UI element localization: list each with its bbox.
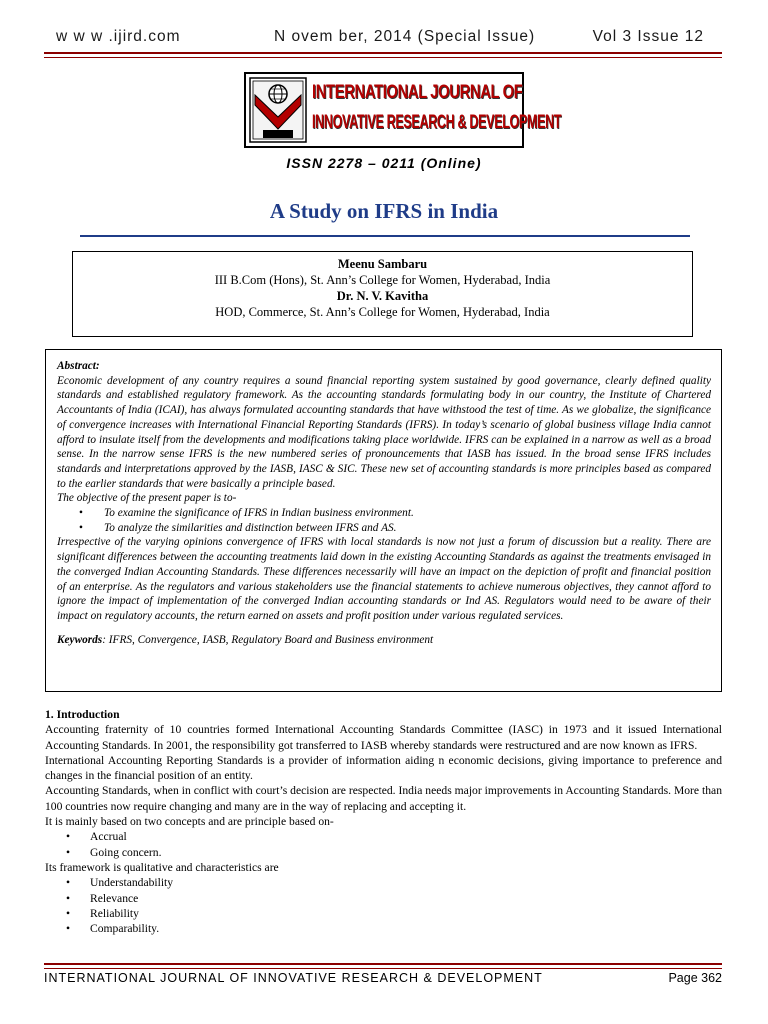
header-date: N ovem ber, 2014 (Special Issue): [274, 28, 536, 45]
list-item: • To examine the significance of IFRS in Indian business environment.: [57, 506, 711, 521]
header-website: w w w .ijird.com: [56, 28, 181, 45]
issn: ISSN 2278 – 0211 (Online): [286, 155, 482, 171]
section-heading: 1. Introduction: [45, 708, 120, 721]
running-header: [44, 28, 722, 50]
keywords: [57, 633, 711, 648]
list-item: • Reliability: [45, 906, 722, 921]
abstract-heading: Abstract:: [57, 360, 100, 372]
characteristics-list: [45, 875, 722, 936]
abstract-paragraph: Irrespective of the varying opinions convergence of IFRS with local standards is now not just a forum of discussion but a reality. There are significant differences between the accounting treatments laid down in the existing Accounting Standards as against the treatments envisaged in the converged Indian Accounting Standards. These differences necessarily will have an impact on the depiction of profit and financial position of an enterprise. As the regulators and various stakeholders use the financial statements to achieve numerous objectives, they cannot afford to ignore the impact of implementation of the converged Indian accounting standards or Ind AS. Regulators would need to be aware of their impact on regulatory accounts, the return earned on assets and profit position under various regulated services.: [57, 536, 711, 622]
logo-line-1: INTERNATIONAL JOURNAL OF: [312, 82, 523, 103]
body-paragraph: Accounting fraternity of 10 countries formed International Accounting Standards Committee (IASC) in 1973 and it issued International Accounting Standards. In 2001, the responsibility got transferred to IASB whereby standards were restructured and are now known as IFRS.: [45, 723, 722, 752]
authors-box: [72, 251, 693, 337]
paper-title: A Study on IFRS in India: [269, 199, 499, 223]
keywords-label: Keywords: [57, 633, 103, 646]
body-paragraph: Accounting Standards, when in conflict with court’s decision are respected. India needs major improvements in Accounting Standards. More than 100 countries now require changing and many are in the way of replacing and accepting it.: [45, 784, 722, 813]
list-item: • Going concern.: [45, 845, 722, 860]
body-text: [45, 707, 722, 936]
logo-line-2: INNOVATIVE RESEARCH & DEVELOPMENT: [312, 112, 562, 133]
list-item: • Understandability: [45, 875, 722, 890]
header-rule: [44, 52, 722, 58]
list-item: • Relevance: [45, 891, 722, 906]
abstract-objective-intro: The objective of the present paper is to-: [57, 492, 237, 505]
title-rule: [80, 235, 690, 237]
running-footer: [44, 971, 722, 989]
footer-rule: [44, 963, 722, 969]
journal-emblem-icon: [249, 77, 307, 143]
body-paragraph: It is mainly based on two concepts and are principle based on-: [45, 815, 334, 829]
abstract-box: [45, 349, 722, 692]
abstract-paragraph: Economic development of any country requires a sound financial reporting system sustained by good governance, clearly defined quality standards and established regulatory framework. As the accounting standards formulating body in our country, the Institute of Chartered Accountants of India (ICAI), has always formulated accounting standards that have withstood the test of time. As we globalize, the significance of convergence increases with International Financial Reporting Standards (IFRS). In today’s scenario of global business village India cannot afford to insulate itself from the developments and modifications taking place worldwide. IFRS can be explained in a narrow as well as a broad sense. In the narrow sense IFRS is the new numbered series of pronouncements that IASB has issued. In the broad sense IFRS includes standards and interpretations approved by the IASB, IASC & SIC. These new set of accounting standards is more principles based as compared to the earlier standards that were basically a principle based.: [57, 374, 711, 490]
list-item: • Comparability.: [45, 921, 722, 936]
body-paragraph: International Accounting Reporting Standards is a provider of information aiding n economic decisions, giving importance to preference and changes in the financial position of an entity.: [45, 753, 722, 783]
page-number: Page 362: [668, 971, 722, 985]
author-affiliation: HOD, Commerce, St. Ann’s College for Women, Hyderabad, India: [215, 305, 550, 319]
list-item: • To analyze the similarities and distinction between IFRS and AS.: [57, 521, 711, 536]
header-volume: Vol 3 Issue 12: [592, 28, 704, 45]
author-name: Dr. N. V. Kavitha: [336, 289, 429, 303]
list-item: • Accrual: [45, 829, 722, 844]
body-paragraph: Its framework is qualitative and characteristics are: [45, 860, 279, 874]
keywords-text: : IFRS, Convergence, IASB, Regulatory Board and Business environment: [102, 633, 434, 646]
concepts-list: [45, 829, 722, 860]
author-affiliation: III B.Com (Hons), St. Ann’s College for Women, Hyderabad, India: [214, 273, 551, 287]
journal-logo: [244, 72, 562, 148]
author-name: Meenu Sambaru: [337, 257, 428, 271]
objectives-list: [57, 506, 711, 535]
footer-journal: INTERNATIONAL JOURNAL OF INNOVATIVE RESEARCH & DEVELOPMENT: [44, 971, 543, 985]
